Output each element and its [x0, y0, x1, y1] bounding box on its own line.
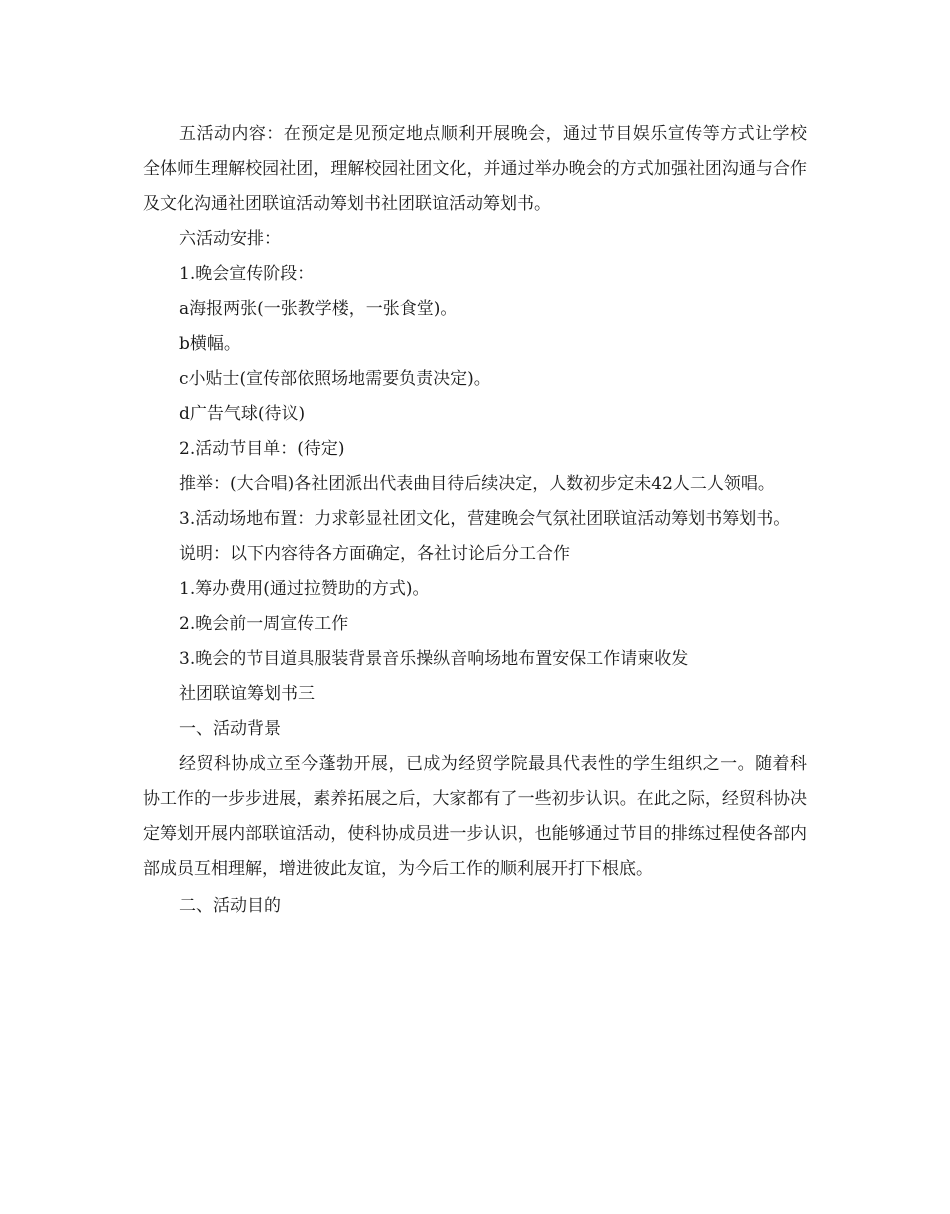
section-title-plan-three: 社团联谊筹划书三	[179, 684, 315, 704]
paragraph-activity-schedule: 六活动安排：	[179, 229, 281, 249]
paragraph-background: 经贸科协成立至今蓬勃开展，已成为经贸学院最具代表性的学生组织之一。随着科协工作的一步步进展，素养拓展之后，大家都有了一些初步认识。在此之际，经贸科协决定筹划开展内部联谊活动，使科协成员进一步认识，也能够通过节目的排练过程使各部内部成员互相理解，增进彼此友谊，为今后工作的顺利展开打下根底。	[143, 754, 807, 879]
paragraph-posters: a海报两张(一张教学楼，一张食堂)。	[179, 299, 458, 319]
heading-background: 一、活动背景	[179, 719, 281, 739]
paragraph-promotion-week: 2.晚会前一周宣传工作	[179, 614, 349, 634]
document-body	[143, 117, 807, 924]
paragraph-balloons: d广告气球(待议)	[179, 404, 306, 424]
heading-purpose: 二、活动目的	[179, 896, 281, 916]
paragraph-banner: b横幅。	[179, 334, 241, 354]
paragraph-note: 说明：以下内容待各方面确定，各社讨论后分工合作	[179, 544, 570, 564]
paragraph-chorus: 推举：(大合唱)各社团派出代表曲目待后续决定，人数初步定未42人二人领唱。	[179, 474, 775, 494]
paragraph-funding: 1.筹办费用(通过拉赞助的方式)。	[179, 579, 430, 599]
paragraph-logistics: 3.晚会的节目道具服装背景音乐操纵音响场地布置安保工作请柬收发	[179, 649, 689, 669]
paragraph-promotion-stage: 1.晚会宣传阶段：	[179, 264, 315, 284]
paragraph-venue-layout: 3.活动场地布置：力求彰显社团文化，营建晚会气氛社团联谊活动筹划书筹划书。	[179, 509, 791, 529]
paragraph-activity-content: 五活动内容：在预定是见预定地点顺利开展晚会，通过节目娱乐宣传等方式让学校全体师生理解校园社团，理解校园社团文化，并通过举办晚会的方式加强社团沟通与合作及文化沟通社团联谊活动筹划书社团联谊活动筹划书。	[143, 124, 807, 214]
paragraph-program-list: 2.活动节目单：(待定)	[179, 439, 345, 459]
paragraph-tips: c小贴士(宣传部依照场地需要负责决定)。	[179, 369, 491, 389]
